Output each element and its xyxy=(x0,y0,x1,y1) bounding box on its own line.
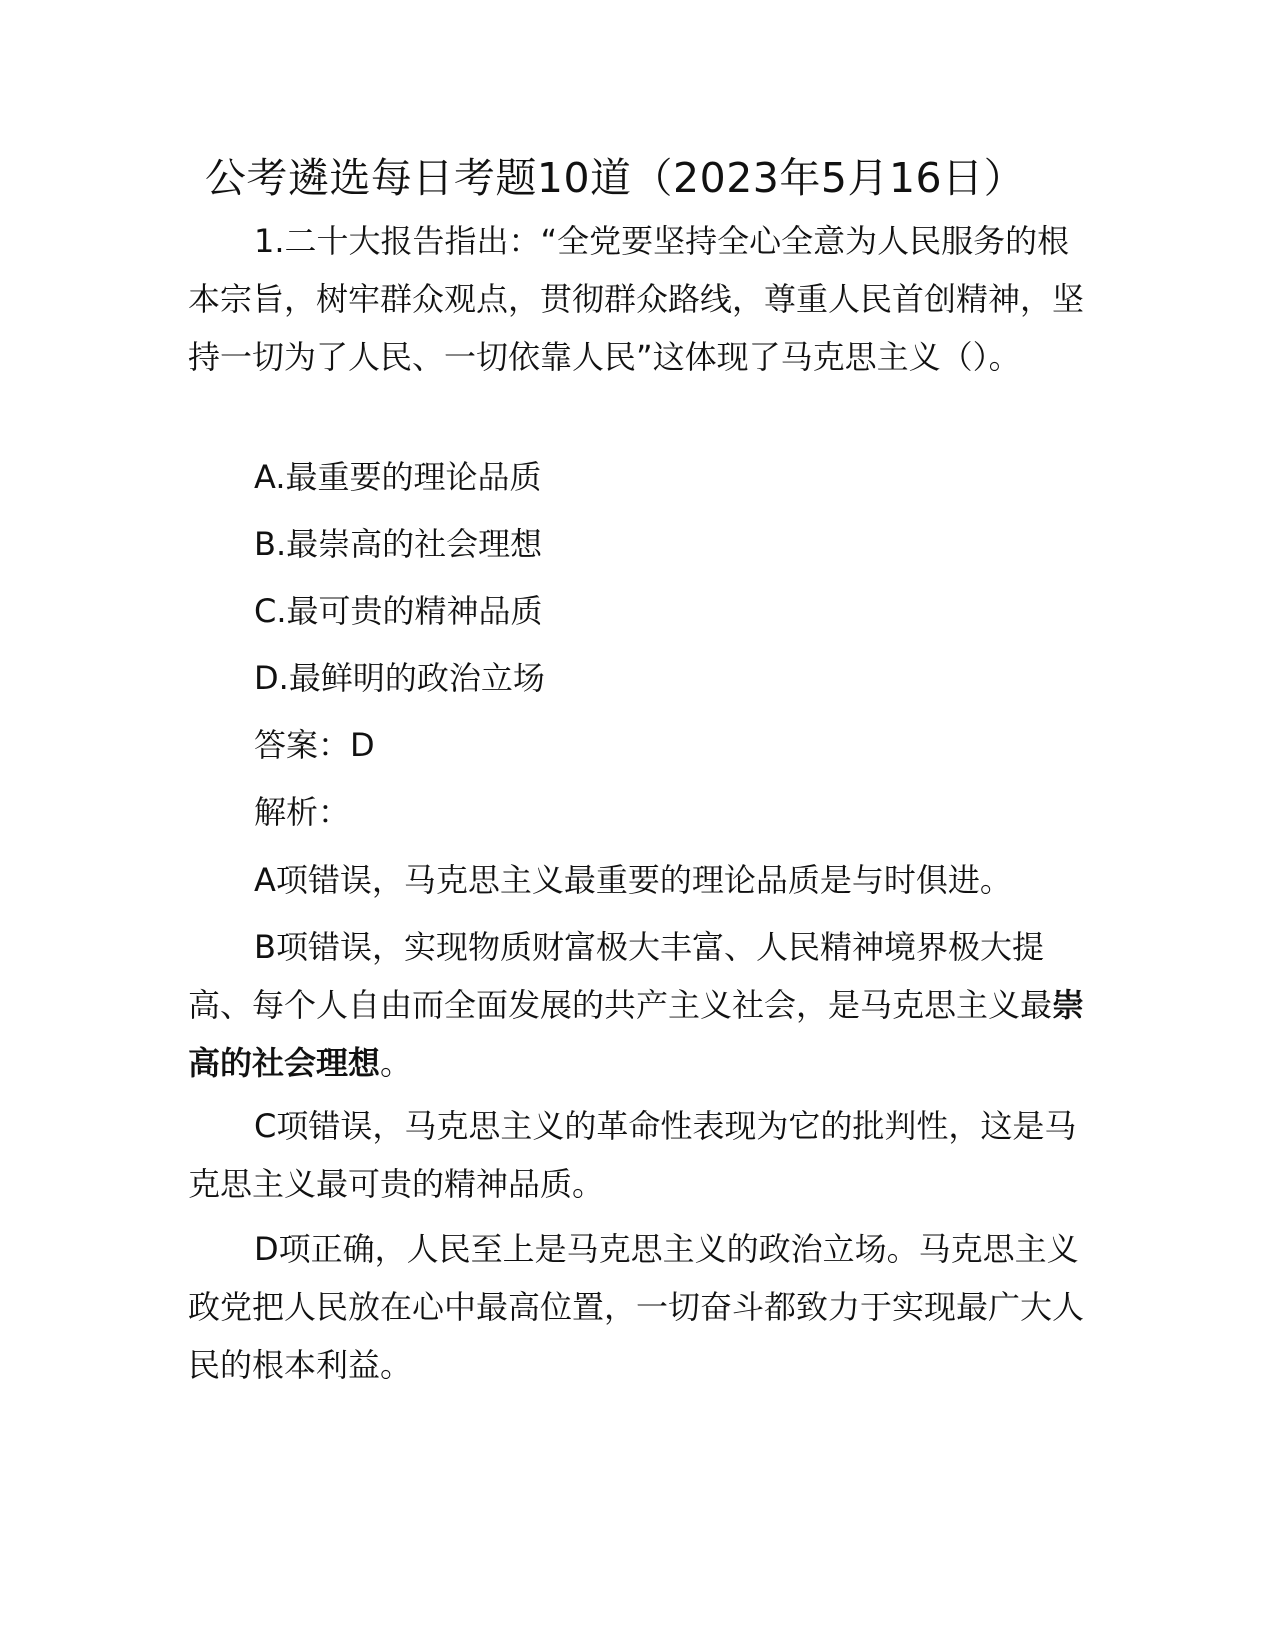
analysis-d: D项正确，人民至上是马克思主义的政治立场。马克思主义政党把人民放在心中最高位置，一切奋斗都致力于实现最广大人民的根本利益。 xyxy=(188,1230,1085,1384)
analysis-label: 解析： xyxy=(254,793,351,831)
analysis-b-bold: 崇高的社会理想 xyxy=(188,986,1085,1082)
page-title: 公考遴选每日考题10道（2023年5月16日） xyxy=(204,154,1026,202)
option-b: B.最崇高的社会理想 xyxy=(254,525,543,563)
analysis-a: A项错误，马克思主义最重要的理论品质是与时俱进。 xyxy=(254,861,1012,899)
question-stem: 1.二十大报告指出：“全党要坚持全心全意为人民服务的根本宗旨，树牢群众观点，贯彻群众路线，尊重人民首创精神，坚持一切为了人民、一切依靠人民”这体现了马克思主义（）。 xyxy=(188,222,1085,376)
analysis-c: C项错误，马克思主义的革命性表现为它的批判性，这是马克思主义最可贵的精神品质。 xyxy=(188,1107,1077,1203)
answer-line: 答案：D xyxy=(254,726,375,764)
option-a: A.最重要的理论品质 xyxy=(254,458,542,496)
option-d: D.最鲜明的政治立场 xyxy=(254,659,545,697)
analysis-b xyxy=(188,918,1088,1092)
analysis-b-text: B项错误，实现物质财富极大丰富、人民精神境界极大提高、每个人自由而全面发展的共产主义社会，是马克思主义最 xyxy=(188,928,1053,1024)
option-c: C.最可贵的精神品质 xyxy=(254,592,543,630)
analysis-b-period: 。 xyxy=(380,1044,413,1082)
